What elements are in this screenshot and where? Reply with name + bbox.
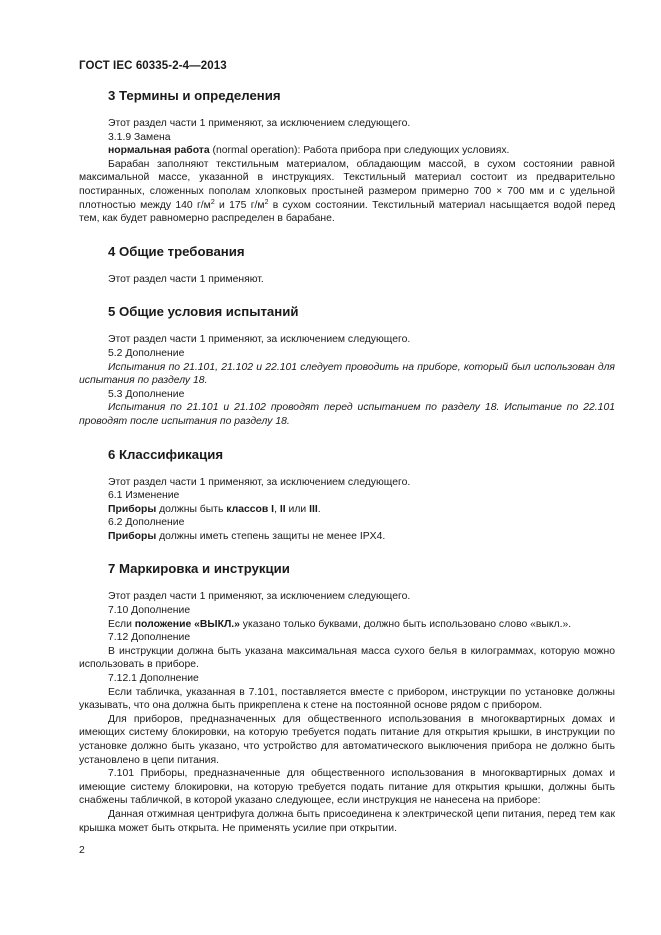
paragraph: Данная отжимная центрифуга должна быть присоединена к электрической цепи питания, перед тем как крышка может быть открыта. Не применять усилие при открытии.: [79, 808, 615, 834]
clause-number: 5.3 Дополнение: [108, 388, 185, 400]
text-run: или: [285, 503, 310, 515]
clause-number: 7.12.1 Дополнение: [108, 673, 199, 685]
paragraph: [79, 618, 615, 632]
text-run: указано только буквами, должно быть использовано слово «выкл.».: [239, 618, 572, 630]
section-5: [79, 304, 615, 428]
term-description: (normal operation): Работа прибора при следующих условиях.: [209, 145, 510, 157]
paragraph: [79, 530, 615, 544]
text-run: должны быть: [156, 503, 227, 515]
section-6: [79, 447, 615, 544]
paragraph: [79, 158, 615, 226]
section-title: 4 Общие требования: [108, 243, 245, 259]
superscript: 2: [264, 198, 269, 206]
text-run: Если: [108, 618, 135, 630]
clause-number: 7.10 Дополнение: [108, 605, 191, 617]
bold-term: Приборы: [108, 530, 157, 542]
text-run: должны иметь степень защиты не менее IPX4.: [156, 530, 386, 542]
bold-term: Приборы: [108, 503, 157, 515]
paragraph: Этот раздел части 1 применяют, за исключением следующего.: [108, 334, 411, 346]
paragraph: Если табличка, указанная в 7.101, поставляется вместе с прибором, инструкции по установке должны указывать, что она должна быть прикреплена к стене на постоянной основе рядом с прибором.: [79, 686, 615, 712]
section-title: 6 Классификация: [108, 446, 224, 462]
clause-number: 6.2 Дополнение: [108, 517, 185, 529]
clause-number: 6.1 Изменение: [108, 490, 180, 502]
paragraph: Этот раздел части 1 применяют.: [108, 273, 264, 285]
bold-term: III: [309, 503, 318, 515]
section-3: [79, 88, 615, 226]
text-run: и 175 г/м: [214, 199, 265, 211]
bold-term: II: [279, 503, 286, 515]
superscript: 2: [210, 198, 215, 206]
term: нормальная работа: [108, 145, 210, 157]
italic-paragraph: Испытания по 21.101, 21.102 и 22.101 следует проводить на приборе, который был использован для испытания по разделу 18.: [79, 361, 615, 387]
text-run: Барабан заполняют текстильным материалом, обладающим массой, в сухом состоянии равной максимальной массе, указанной в инструкциях. Текстильный материал состоит из предварительно постиранных, сложенных пополам хлопковых простыней размером примерно 700 × 700 мм и с удельной плотностью между 140 г/м: [79, 158, 615, 211]
term-definition: [79, 144, 615, 158]
section-title: 7 Маркировка и инструкции: [108, 561, 290, 577]
section-4: [79, 244, 615, 287]
text-run: в сухом состоянии. Текстильный материал насыщается водой перед тем, как будет равномерно распределен в барабане.: [79, 199, 616, 225]
section-title: 5 Общие условия испытаний: [108, 304, 299, 320]
paragraph: Для приборов, предназначенных для общественного использования в многоквартирных домах и имеющих систему блокировки, на которую требуется подать питание для открытия крышки, в инструкции по установке должно быть указано, что устройство для автоматического выключения прибора не должно быть установлено в цепи питания.: [79, 713, 615, 766]
clause-number: 3.1.9 Замена: [108, 131, 171, 143]
document-body: [79, 88, 615, 853]
paragraph: Этот раздел части 1 применяют, за исключением следующего.: [108, 591, 411, 603]
italic-paragraph: Испытания по 21.101 и 21.102 проводят перед испытанием по разделу 18. Испытание по 22.101 проводят после испытания по разделу 18.: [79, 402, 615, 427]
paragraph: Этот раздел части 1 применяют, за исключением следующего.: [108, 118, 411, 129]
paragraph: Этот раздел части 1 применяют, за исключением следующего.: [108, 476, 411, 488]
bold-term: положение «ВЫКЛ.»: [134, 618, 240, 630]
paragraph: В инструкции должна быть указана максимальная масса сухого белья в килограммах, которую можно использовать в приборе.: [79, 645, 615, 671]
section-title: 3 Термины и определения: [108, 88, 281, 103]
paragraph: 7.101 Приборы, предназначенные для общественного использования в многоквартирных домах и имеющие систему блокировки, на которую требуется подать питание для открытия крышки, должны быть снабжены табличкой, в которой указано следующее, если инструкция не нанесена на приборе:: [79, 768, 615, 807]
page-number: 2: [79, 845, 85, 856]
text-run: .: [317, 503, 321, 515]
paragraph: [79, 503, 615, 517]
section-7: [79, 561, 615, 835]
clause-number: 5.2 Дополнение: [108, 347, 185, 359]
text-run: ,: [274, 503, 280, 515]
clause-number: 7.12 Дополнение: [108, 632, 191, 644]
bold-term: классов I: [226, 503, 275, 515]
document-header-code: ГОСТ IEC 60335-2-4—2013: [79, 60, 227, 72]
